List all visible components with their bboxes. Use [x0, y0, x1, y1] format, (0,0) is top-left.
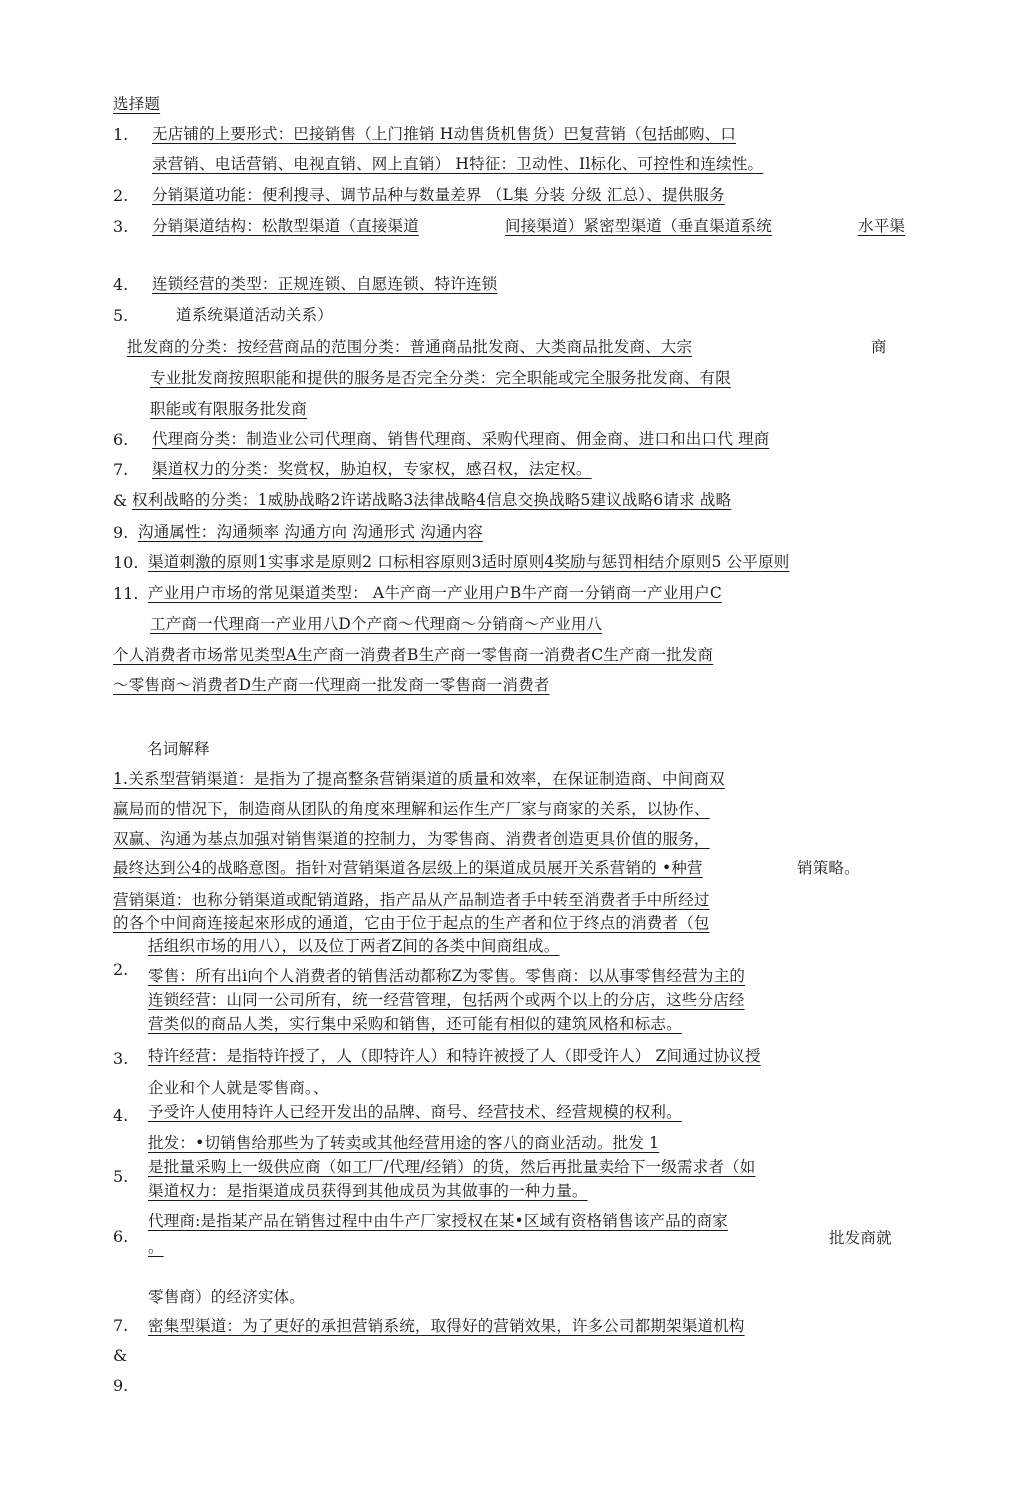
definition-text: 连锁经营：山同一公司所有，统一经营管理，包括两个或两个以上的分店，这些分店经: [148, 991, 745, 1009]
item-text: 录营销、电话营销、电视直销、网上直销） H特征：卫动性、Il标化、可控性和连续性。: [152, 155, 764, 173]
item-number: 6.: [113, 430, 129, 449]
item-text: 权利战略的分类：1威胁战略2许诺战略3法律战略4信息交换战略5建议战略6请求 战略: [132, 491, 732, 509]
item-number: 10.: [113, 553, 139, 572]
definition-text: 营销渠道：也称分销渠道或配销道路，指产品从产品制造者手中转至消费者手中所经过: [113, 891, 710, 909]
definition-text: 销策略。: [797, 859, 860, 877]
section-heading-definitions: 名词解释: [147, 740, 210, 758]
definition-text: 企业和个人就是零售商。、: [148, 1079, 329, 1097]
item-number: 3.: [113, 1049, 129, 1068]
definition-text: 代理商:是指某产品在销售过程中由牛产厂家授权在某•区域有资格销售该产品的商家: [148, 1212, 728, 1230]
definition-text: 的各个中间商连接起來形成的通道，它由于位于起点的生产者和位于终点的消费者（包: [113, 914, 710, 932]
item-number: 7.: [113, 1316, 129, 1335]
item-text: 渠道权力的分类：奖赏权，胁迫权，专家权，感召权，法定权。: [152, 460, 592, 478]
definition-text: 。: [148, 1238, 164, 1256]
section-heading-choice: 选择题: [113, 95, 161, 113]
item-number: 4.: [113, 1106, 129, 1125]
definition-text: 1.关系型营销渠道：是指为了提高整条营销渠道的质量和效率，在保证制造商、中间商双: [113, 770, 725, 788]
item-text: 分销渠道结构：松散型渠道（直接渠道: [152, 217, 419, 235]
item-number: &: [113, 1346, 128, 1365]
item-number: 9.: [113, 523, 129, 542]
definition-text: 批发：•切销售给那些为了转卖或其他经营用途的客八的商业活动。批发 1: [148, 1134, 660, 1152]
definition-text: 密集型渠道：为了更好的承担营销系统，取得好的营销效果，许多公司都期架渠道机构: [148, 1317, 745, 1335]
item-number: 1.: [113, 125, 129, 144]
definition-text: 批发商就: [829, 1229, 892, 1247]
item-text: 个人消费者市场常见类型A生产商一消费者B生产商一零售商一消费者C生产商一批发商: [113, 646, 714, 664]
definition-text: 予受许人使用特许人已经开发出的品牌、商号、经营技术、经营规模的权利。: [148, 1103, 682, 1121]
item-text: 批发商的分类：按经营商品的范围分类：普通商品批发商、大类商品批发商、大宗: [127, 338, 693, 356]
item-text: 职能或有限服务批发商: [150, 400, 308, 418]
item-number: 7.: [113, 460, 129, 479]
item-text: 渠道刺激的原则1实事求是原则2 口标相容原则3适时原则4奖励与惩罚相结介原则5 公平原则: [148, 553, 790, 571]
item-text: 商: [871, 338, 887, 356]
item-number: 3.: [113, 217, 129, 236]
definition-text: 双赢、沟通为基点加强对销售渠道的控制力，为零售商、消费者创造更具价值的服务，: [113, 830, 710, 848]
definition-text: 赢局而的惜况下，制造商从团队的角度來理解和运作生产厂家与商家的关系，以协作、: [113, 800, 710, 818]
item-number: &: [113, 491, 128, 510]
item-text: 无店铺的上要形式：巴接销售（上门推销 H动售货机售货）巴复营销（包括邮购、口: [152, 125, 737, 143]
item-text: 水平渠: [858, 217, 906, 235]
item-number: 5.: [113, 306, 129, 325]
item-text: 工产商一代理商一产业用八D个产商～代理商～分销商～产业用八: [150, 615, 603, 633]
item-text: 道系统渠道活动关系）: [176, 306, 334, 324]
item-text: ～零售商～消费者D生产商一代理商一批发商一零售商一消费者: [113, 676, 550, 694]
item-text: 分销渠道功能：便利搜寻、调节品种与数量差界 （L集 分装 分级 汇总）、提供服务: [152, 186, 725, 204]
definition-text: 是批量采购上一级供应商（如工厂/代理/经销）的货，然后再批量卖给下一级需求者（如: [148, 1158, 756, 1176]
item-number: 6.: [113, 1227, 129, 1246]
definition-text: 零售：所有出i向个人消费者的销售活动都称Z为零售。零售商：以从事零售经营为主的: [148, 967, 746, 985]
item-number: 2.: [113, 186, 129, 205]
item-text: 专业批发商按照职能和提供的服务是否完全分类：完全职能或完全服务批发商、有限: [150, 369, 731, 387]
item-text: 产业用户市场的常见渠道类型： A牛产商一产业用户B牛产商一分销商一产业用户C: [148, 584, 722, 602]
item-number: 9.: [113, 1376, 129, 1395]
definition-text: 括组织市场的用八），以及位丁两者Z间的各类中间商组成。: [148, 937, 560, 955]
definition-text: 营类似的商品人类，实行集中采购和销售，还可能有相似的建筑风格和标志。: [148, 1015, 682, 1033]
item-number: 4.: [113, 275, 129, 294]
item-number: 11.: [113, 584, 139, 603]
definition-text: 特许经营：是指特许授了，人（即特许人）和特许被授了人（即受许人） Z间通过协议授: [148, 1047, 761, 1065]
definition-text: 最终达到公4的战略意图。指针对营销渠道各层级上的渠道成员展开关系营销的 •种营: [113, 859, 703, 877]
item-text: 沟通属性：沟通频率 沟通方向 沟通形式 沟通内容: [138, 523, 484, 541]
item-number: 5.: [113, 1167, 129, 1186]
definition-text: 零售商）的经济实体。: [148, 1288, 306, 1306]
definition-text: 渠道权力：是指渠道成员获得到其他成员为其做事的一种力量。: [148, 1182, 588, 1200]
item-text: 连锁经营的类型：正规连锁、自愿连锁、特许连锁: [152, 275, 498, 293]
item-text: 间接渠道）紧密型渠道（垂直渠道系统: [505, 217, 772, 235]
item-text: 代理商分类：制造业公司代理商、销售代理商、采购代理商、佣金商、进口和出口代 理商: [152, 430, 770, 448]
item-number: 2.: [113, 960, 129, 979]
